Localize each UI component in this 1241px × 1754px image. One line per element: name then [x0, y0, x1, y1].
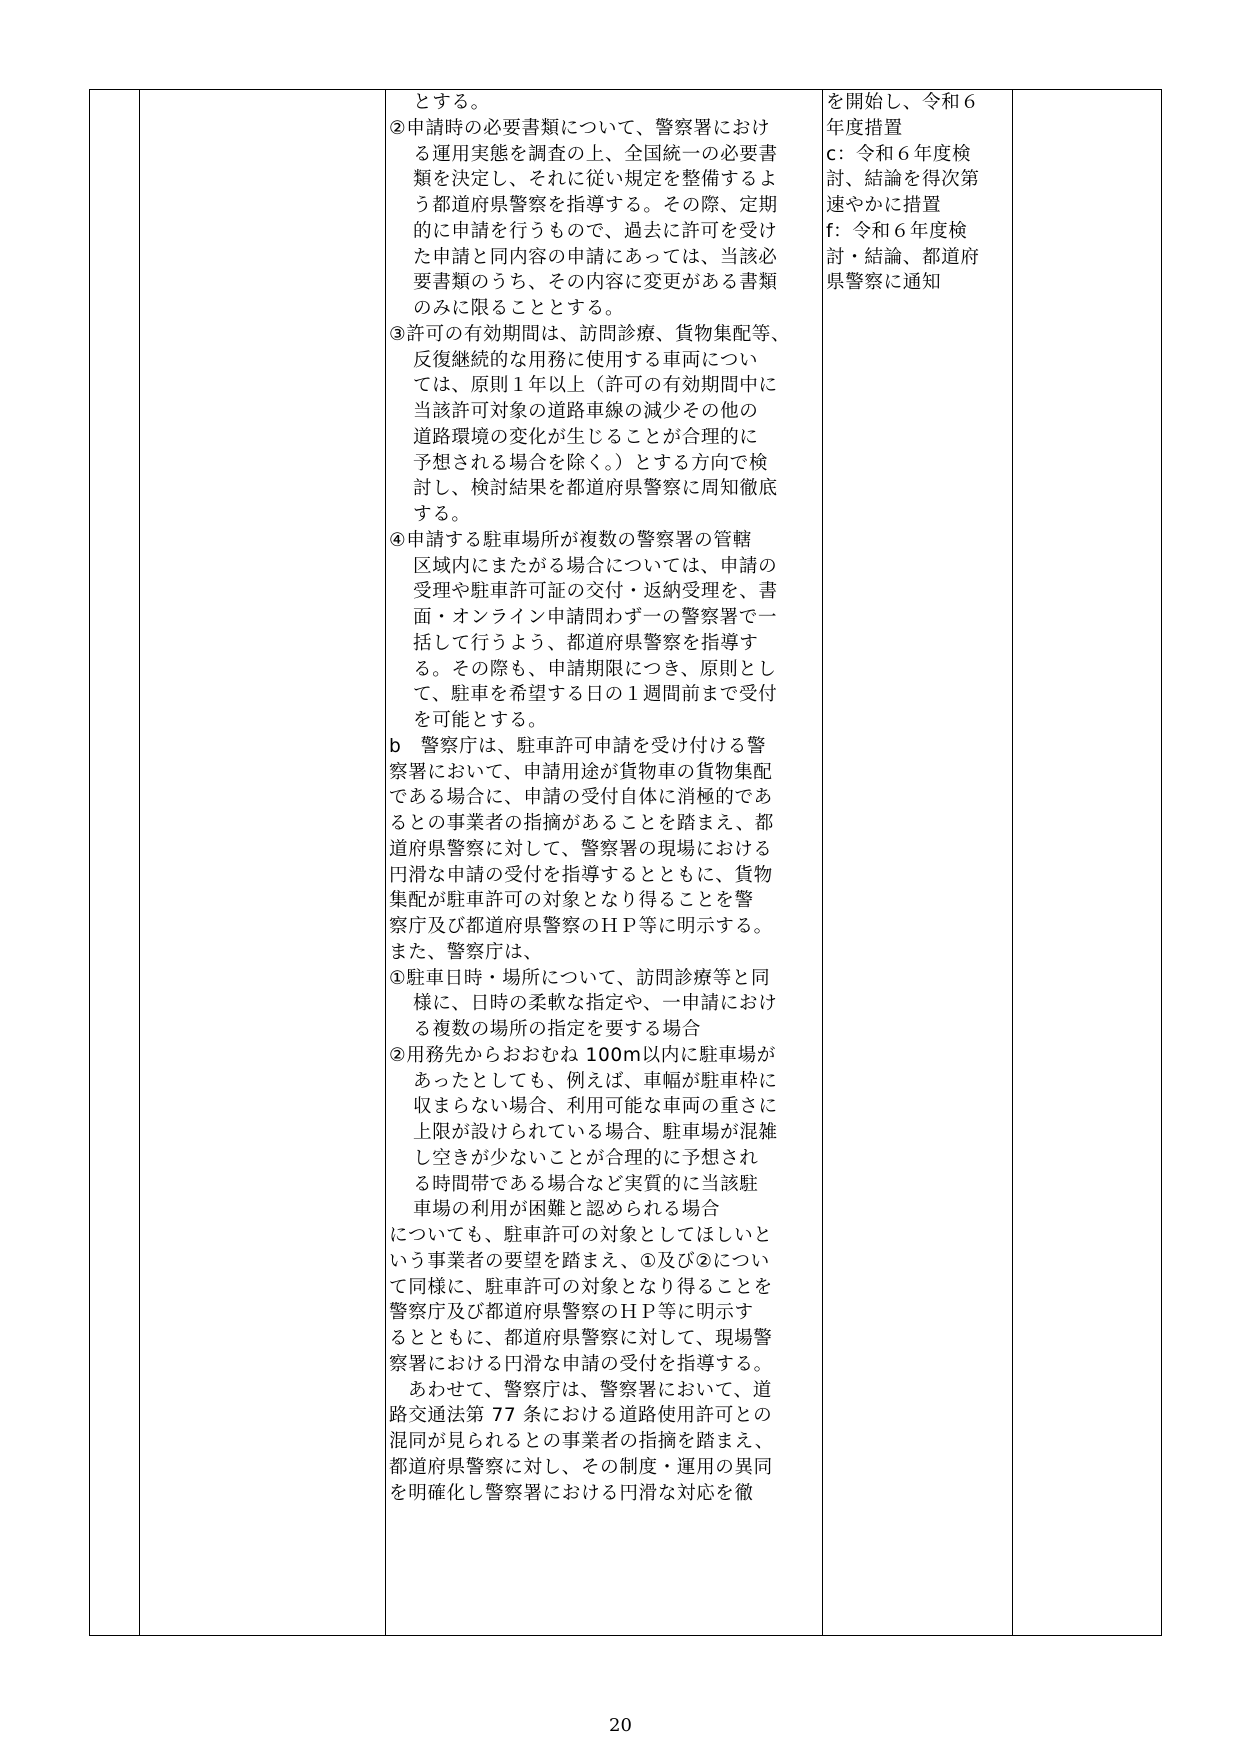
- schedule-line: を開始し、令和６: [826, 92, 980, 113]
- text-line: 集配が駐車許可の対象となり得ることを警: [389, 890, 754, 912]
- text-line: 面・オンライン申請問わず一の警察署で一: [413, 607, 778, 628]
- text-line: する。: [413, 504, 471, 525]
- text-line: 車場の利用が困難と認められる場合: [413, 1199, 721, 1221]
- schedule-cell: [823, 90, 1013, 1636]
- text-line: あったとしても、例えば、車幅が駐車枠に: [413, 1070, 778, 1092]
- text-line: 察署における円滑な申請の受付を指導する。: [389, 1353, 773, 1375]
- regulation-table: [89, 89, 1162, 1636]
- text-line: を可能とする。: [413, 710, 548, 731]
- text-line: た申請と同内容の申請にあっては、当該必: [413, 246, 778, 268]
- item-number-cell: [90, 90, 140, 1636]
- text-line: 察署において、申請用途が貨物車の貨物集配: [389, 761, 773, 783]
- responsible-ministry-cell: [1013, 90, 1162, 1636]
- text-line: るとの事業者の指摘があることを踏まえ、都: [389, 813, 774, 834]
- text-line: いう事業者の要望を踏まえ、①及び②につい: [389, 1250, 770, 1272]
- text-line: である場合に、申請の受付自体に消極的であ: [389, 787, 773, 809]
- text-line: 都道府県警察に対し、その制度・運用の異同: [389, 1456, 773, 1478]
- schedule-line: 討・結論、都道府: [826, 246, 980, 268]
- text-line: とする。: [413, 92, 490, 113]
- text-line: る時間帯である場合など実質的に当該駐: [413, 1173, 759, 1195]
- schedule-line: f：令和６年度検: [826, 220, 968, 242]
- text-line: 反復継続的な用務に使用する車両につい: [413, 349, 759, 371]
- schedule-line: 討、結論を得次第: [826, 169, 980, 191]
- page-number: 20: [609, 1715, 632, 1736]
- text-line: ③許可の有効期間は、訪問診療、貨物集配等、: [389, 323, 791, 345]
- text-line: ①駐車日時・場所について、訪問診療等と同: [389, 967, 771, 989]
- text-line: ②用務先からおおむね 100m以内に駐車場が: [389, 1044, 776, 1066]
- text-line: る。その際も、申請期限につき、原則とし: [413, 658, 777, 680]
- text-line: 上限が設けられている場合、駐車場が混雑: [413, 1122, 778, 1143]
- item-title-cell: [140, 90, 386, 1636]
- text-line: また、警察庁は、: [389, 941, 543, 963]
- text-line: ては、原則１年以上（許可の有効期間中に: [413, 375, 778, 397]
- text-line: あわせて、警察庁は、警察署において、道: [408, 1379, 772, 1401]
- text-line: 路交通法第 77 条における道路使用許可との: [389, 1405, 773, 1427]
- text-line: 類を決定し、それに従い規定を整備するよ: [413, 169, 778, 191]
- schedule-line: 速やかに措置: [826, 195, 942, 216]
- text-line: る複数の場所の指定を要する場合: [413, 1019, 701, 1040]
- text-line: 警察庁及び都道府県警察のＨＰ等に明示す: [389, 1302, 754, 1324]
- text-line: b 警察庁は、駐車許可申請を受け付ける警: [389, 735, 767, 757]
- text-line: 様に、日時の柔軟な指定や、一申請におけ: [413, 993, 778, 1015]
- text-line: て同様に、駐車許可の対象となり得ることを: [389, 1276, 773, 1298]
- text-line: る運用実態を調査の上、全国統一の必要書: [413, 143, 778, 165]
- text-line: 円滑な申請の受付を指導するとともに、貨物: [389, 864, 773, 886]
- text-line: ②申請時の必要書類について、警察署におけ: [389, 117, 771, 139]
- schedule-text: [823, 90, 1012, 296]
- schedule-line: 年度措置: [826, 117, 903, 139]
- text-line: う都道府県警察を指導する。その際、定期: [413, 195, 778, 216]
- text-line: 道府県警察に対して、警察署の現場における: [389, 838, 773, 860]
- text-line: 収まらない場合、利用可能な車両の重さに: [413, 1096, 778, 1118]
- text-line: 受理や駐車許可証の交付・返納受理を、書: [413, 581, 778, 603]
- text-line: 区域内にまたがる場合については、申請の: [413, 555, 778, 577]
- text-line: 察庁及び都道府県警察のＨＰ等に明示する。: [389, 916, 773, 937]
- text-line: についても、駐車許可の対象としてほしいと: [389, 1225, 773, 1246]
- text-line: 道路環境の変化が生じることが合理的に: [413, 426, 759, 448]
- text-line: て、駐車を希望する日の１週間前まで受付: [413, 684, 778, 706]
- table-row: [90, 90, 1162, 1636]
- measure-content-text: [386, 90, 822, 1506]
- text-line: のみに限ることとする。: [413, 298, 625, 319]
- text-line: 混同が見られるとの事業者の指摘を踏まえ、: [389, 1431, 774, 1452]
- text-line: 予想される場合を除く。）とする方向で検: [413, 452, 769, 474]
- text-line: 括して行うよう、都道府県警察を指導す: [413, 632, 759, 654]
- text-line: 当該許可対象の道路車線の減少その他の: [413, 401, 759, 422]
- text-line: 的に申請を行うもので、過去に許可を受け: [413, 220, 778, 242]
- text-line: を明確化し警察署における円滑な対応を徹: [389, 1482, 754, 1504]
- text-line: るとともに、都道府県警察に対して、現場警: [389, 1328, 773, 1349]
- text-line: 討し、検討結果を都道府県警察に周知徹底: [413, 478, 778, 500]
- measure-content-cell: [386, 90, 823, 1636]
- schedule-line: c：令和６年度検: [826, 143, 972, 165]
- schedule-line: 県警察に通知: [826, 272, 942, 294]
- text-line: し空きが少ないことが合理的に予想され: [413, 1147, 759, 1169]
- text-line: ④申請する駐車場所が複数の警察署の管轄: [389, 529, 752, 551]
- text-line: 要書類のうち、その内容に変更がある書類: [413, 272, 778, 294]
